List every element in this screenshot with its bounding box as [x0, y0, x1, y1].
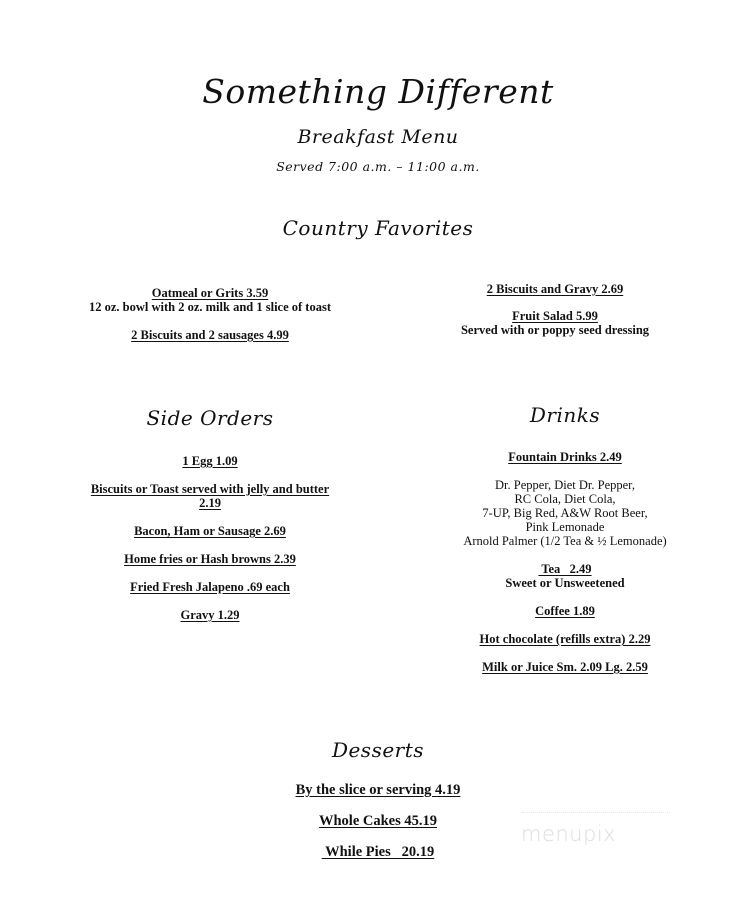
dessert-whole-cakes: Whole Cakes 45.19: [318, 813, 438, 829]
serving-hours: Served 7:00 a.m. – 11:00 a.m.: [276, 159, 480, 174]
drink-tea-description: Sweet or Unsweetened: [505, 576, 625, 590]
side-item-jalapeno: Fried Fresh Jalapeno .69 each: [130, 580, 290, 594]
side-item-gravy: Gravy 1.29: [180, 608, 240, 622]
side-item-egg: 1 Egg 1.09: [182, 454, 238, 468]
side-orders-heading: Side Orders: [146, 406, 274, 430]
drink-hot-chocolate: Hot chocolate (refills extra) 2.29: [479, 632, 651, 646]
drinks-heading: Drinks: [529, 403, 601, 427]
drinks-list: [420, 450, 710, 674]
fountain-option: RC Cola, Diet Cola,: [514, 492, 616, 506]
dessert-slice: By the slice or serving 4.19: [295, 782, 461, 798]
menu-item-biscuits-sausages: 2 Biscuits and 2 sausages 4.99: [131, 328, 289, 342]
menupix-watermark: menupix: [521, 822, 617, 846]
menu-subtitle: Breakfast Menu: [297, 126, 459, 148]
fountain-options: [420, 478, 710, 548]
restaurant-title: Something Different: [202, 72, 554, 111]
side-item-biscuits-toast: Biscuits or Toast served with jelly and butter: [90, 482, 330, 496]
drink-coffee: Coffee 1.89: [535, 604, 595, 618]
fountain-option: Pink Lemonade: [525, 520, 605, 534]
fountain-option: 7-UP, Big Red, A&W Root Beer,: [482, 506, 648, 520]
drink-fountain: Fountain Drinks 2.49: [508, 450, 622, 464]
drink-tea: Tea 2.49: [538, 562, 592, 576]
country-favorites-right-column: [410, 282, 700, 337]
menu-item-fruit-salad-description: Served with or poppy seed dressing: [460, 323, 650, 337]
fountain-option: Arnold Palmer (1/2 Tea & ½ Lemonade): [463, 534, 667, 548]
watermark-divider: [522, 812, 670, 814]
menu-item-fruit-salad: Fruit Salad 5.99: [512, 309, 598, 323]
menu-item-oatmeal: Oatmeal or Grits 3.59: [151, 286, 269, 300]
side-item-home-fries: Home fries or Hash browns 2.39: [124, 552, 296, 566]
fountain-option: Dr. Pepper, Diet Dr. Pepper,: [495, 478, 635, 492]
desserts-list: [228, 782, 528, 860]
side-orders-list: [40, 454, 380, 622]
country-favorites-heading: Country Favorites: [282, 216, 474, 240]
side-item-biscuits-toast-price: 2.19: [199, 496, 221, 510]
side-item-bacon-ham-sausage: Bacon, Ham or Sausage 2.69: [134, 524, 286, 538]
desserts-heading: Desserts: [331, 738, 425, 762]
drink-milk-juice: Milk or Juice Sm. 2.09 Lg. 2.59: [482, 660, 648, 674]
menu-item-biscuits-gravy: 2 Biscuits and Gravy 2.69: [486, 282, 624, 296]
country-favorites-left-column: [40, 286, 380, 342]
menu-item-oatmeal-description: 12 oz. bowl with 2 oz. milk and 1 slice of toast: [88, 300, 331, 314]
dessert-pies: While Pies 20.19: [321, 844, 435, 860]
